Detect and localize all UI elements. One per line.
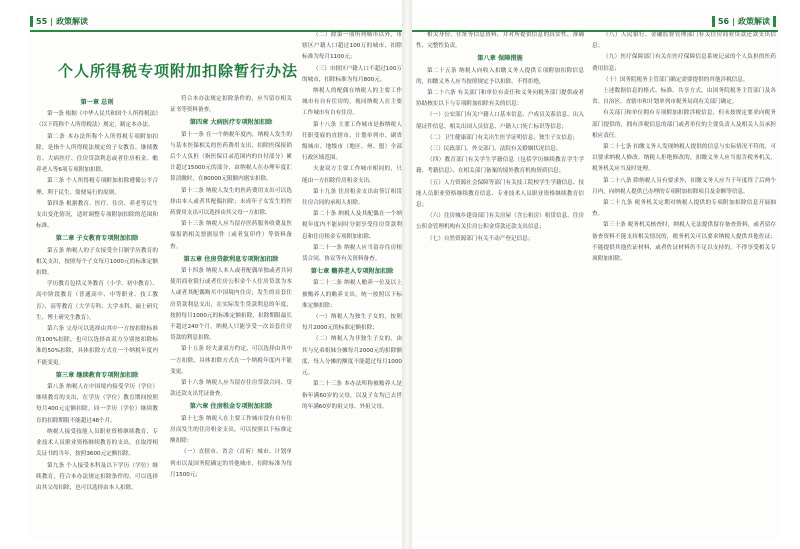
body-paragraph: （三）民政部门、外交部门、法院有关婚姻状况信息； xyxy=(427,146,562,153)
chapter-heading: 第二章 子女教育专项附加扣除 xyxy=(55,235,139,243)
body-paragraph: （一）纳税人为独生子女的，按照每月2000元的标准定额扣除； xyxy=(302,314,402,332)
body-paragraph: 第八条 纳税人在中国境内接受学历（学位）继续教育的支出，在学历（学位）教育期间按照每月400元定额扣除。同一学历（学位）继续教育的扣除期限不能超过48个月。 xyxy=(36,384,158,424)
chapter-heading: 第五章 住房贷款利息专项附加扣除 xyxy=(183,255,279,263)
body-paragraph: 第五条 纳税人的子女接受全日制学历教育的相关支出，按照每个子女每月1000元的标准定额扣除。 xyxy=(36,247,158,277)
body-paragraph: 第十九条 住房租金支出由签订租赁住房合同的承租人扣除。 xyxy=(302,188,402,207)
page-header-left xyxy=(30,14,88,28)
text-column-5 xyxy=(592,30,776,540)
body-paragraph: （十）国务院税务主管部门确定需要提供的其他涉税信息。 xyxy=(603,76,749,83)
body-paragraph: 第二十七条 扣缴义务人发现纳税人提供的信息与实际情况不符的，可以要求纳税人修改。纳税人拒绝修改的，扣缴义务人应当报告税务机关，税务机关应当及时处理。 xyxy=(592,144,776,173)
header-bar-icon xyxy=(773,16,776,27)
body-paragraph: 第三条 个人所得税专项附加扣除遵循公平合理、利于民生、简便易行的原则。 xyxy=(36,178,158,196)
body-paragraph: 第十三条 纳税人应当留存医药服务收费及医保报销相关票据原件（或者复印件）等资料备查。 xyxy=(170,221,292,250)
body-paragraph: 第二十二条 纳税人赡养一位及以上被赡养人的赡养支出，统一按照以下标准定额扣除： xyxy=(302,280,402,309)
body-paragraph: （六）住房城乡建设部门有关房屋（含公租房）租赁信息、住房公积金管理机构有关住房公积金贷款还款支出信息； xyxy=(416,213,584,231)
page-number: 56 xyxy=(717,16,730,26)
body-paragraph: 第十六条 纳税人应当留存住房贷款合同、贷款还款支出凭证备查。 xyxy=(170,380,292,398)
chapter-heading: 第七章 赡养老人专项附加扣除 xyxy=(310,268,394,276)
body-paragraph: 夫妻双方主要工作城市相同的，只能由一方扣除住房租金支出。 xyxy=(302,166,402,184)
body-paragraph: 第十二条 纳税人发生的医药费用支出可以选择由本人或者其配偶扣除；未成年子女发生的医药费用支出可以选择由其父母一方扣除。 xyxy=(170,187,292,217)
body-paragraph: 第一条 根据《中华人民共和国个人所得税法》（以下简称个人所得税法）规定，制定本办法。 xyxy=(36,111,158,129)
header-separator-icon: | xyxy=(732,16,735,26)
text-column-1 xyxy=(36,96,158,528)
body-paragraph: （一）公安部门有关户籍人口基本信息、户成员关系信息、出入境证件信息、相关出国人员信息、户籍人口死亡标识等信息； xyxy=(416,112,584,130)
body-paragraph: 第六条 父母可以选择由其中一方按扣除标准的100%扣除，也可以选择由双方分别按扣除标准的50%扣除，具体扣除方式在一个纳税年度内不能变更。 xyxy=(36,326,158,366)
body-paragraph: （三）市辖区户籍人口不超过100万的城市，扣除标准为每月800元。 xyxy=(302,65,402,83)
binding-gutter xyxy=(402,0,412,549)
page-number: 55 xyxy=(36,16,48,26)
text-column-4 xyxy=(416,30,584,540)
body-paragraph: （五）人力资源社会保障等部门有关技工院校学生学籍信息、技能人员职业资格继续教育信息、专业技术人员职业资格继续教育信息； xyxy=(416,179,584,209)
body-paragraph: 有关部门和单位拥有专项附加扣除涉税信息，但未按规定要求向税务部门提供的，拥有涉税信息的部门或者单位的主要负责人及相关人员承担相应责任。 xyxy=(592,110,776,139)
body-paragraph: （二）除第一项所列城市以外，市辖区户籍人口超过100万的城市，扣除标准为每月1100元； xyxy=(302,32,402,61)
chapter-heading: 第八章 保障措施 xyxy=(477,55,523,63)
body-paragraph: （一）直辖市、省会（首府）城市、计划单列市以及国务院确定的其他城市，扣除标准为每月1500元； xyxy=(170,449,292,478)
body-paragraph: （二）纳税人为非独生子女的，由其与兄弟姐妹分摊每月2000元的扣除额度，每人分摊的额度不能超过每月1000元。 xyxy=(302,336,402,377)
body-paragraph: 第十七条 纳税人在主要工作城市没有自有住房而发生的住房租金支出，可以按照以下标准定额扣除： xyxy=(170,415,292,445)
body-paragraph: 纳税人接受技能人员职业资格继续教育、专业技术人员职业资格继续教育的支出，在取得相关证书的当年，按照3600元定额扣除。 xyxy=(36,428,158,458)
body-paragraph: 第九条 个人接受本科及以下学历（学位）继续教育，符合本办法规定扣除条件的，可以选择由其父母扣除，也可以选择由本人扣除。 xyxy=(36,462,158,491)
body-paragraph: 第二十五条 纳税人向收入扣缴义务人提供专项附加扣除信息的，扣缴义务人应当按照规定予以扣除，不得拒绝。 xyxy=(416,67,584,85)
body-paragraph: 第二十一条 纳税人应当留存住房租赁合同、协议等有关资料备查。 xyxy=(302,244,402,263)
body-paragraph: 第二十六条 有关部门和单位有责任和义务向税务部门提供或者协助核实以下与专项附加扣除有关的信息： xyxy=(416,90,584,108)
body-paragraph: 上述数据信息的格式、标准、共享方式，由国务院税务主管部门及各省、自治区、直辖市和计划单列市税务局商有关部门确定。 xyxy=(592,88,776,106)
body-paragraph: 第四条 根据教育、医疗、住房、养老等民生支出变化情况，适时调整专项附加扣除的范围和标准。 xyxy=(36,200,158,230)
header-bar-icon xyxy=(712,16,715,27)
chapter-heading: 第六章 住房租金专项附加扣除 xyxy=(189,403,273,411)
body-paragraph: 第二十九条 税务机关定期对纳税人提供的专项附加扣除信息开展抽查。 xyxy=(592,200,776,218)
body-paragraph: （九）医疗保障部门有关在医疗保障信息系统记录的个人负担的医药费用信息； xyxy=(592,54,776,72)
chapter-heading: 第三章 继续教育专项附加扣除 xyxy=(55,371,139,379)
body-paragraph: （七）自然资源部门有关不动产登记信息； xyxy=(427,235,534,242)
header-bar-icon xyxy=(30,16,33,27)
body-paragraph: 学历教育包括义务教育（小学、初中教育）、高中阶段教育（普通高中、中等职业、技工教育）、高等教育（大学专科、大学本科、硕士研究生、博士研究生教育）。 xyxy=(36,281,158,321)
body-paragraph: 相关身份、住址等信息资料，并对所提供信息的真实性、准确性、完整性负责。 xyxy=(416,32,584,50)
left-page xyxy=(30,8,402,541)
body-paragraph: （八）人民银行、金融监督管理部门有关住房商业贷款还款支出信息； xyxy=(592,32,776,50)
right-page xyxy=(412,8,778,541)
body-paragraph: 第十一条 在一个纳税年度内，纳税人发生的与基本医保相关的医药费用支出，扣除医保报销后个人负担（指医保目录范围内的自付部分）累计超过15000元的部分，由纳税人在办理年度汇算清缴时，在80000元限额内据实扣除。 xyxy=(170,131,292,183)
body-paragraph: 第三十条 税务机关核查时，纳税人无法提供留存备查资料，或者留存备查资料不能支持相关情况的，税务机关可以要求纳税人提供其他佐证；不能提供其他佐证材料，或者佐证材料仍不足以支持的，不得享受相关专项附加扣除。 xyxy=(592,222,776,263)
body-paragraph: 第二条 本办法所称个人所得税专项附加扣除，是指个人所得税法规定的子女教育、继续教育、大病医疗、住房贷款利息或者住房租金、赡养老人等6项专项附加扣除。 xyxy=(36,133,158,174)
body-paragraph: 第二十八条 除纳税人另有要求外，扣缴义务人应当于年度终了后两个月内，向纳税人提供已办理的专项附加扣除项目及金额等信息。 xyxy=(592,177,776,195)
body-paragraph: 第二十三条 本办法所称被赡养人是指年满60岁的父母，以及子女均已去世的年满60岁的祖父母、外祖父母。 xyxy=(302,381,402,410)
chapter-heading: 第四章 大病医疗专项附加扣除 xyxy=(189,119,273,127)
text-column-3 xyxy=(302,30,402,540)
body-paragraph: 第十四条 纳税人本人或者配偶单独或者共同使用商业银行或者住房公积金个人住房贷款为本人或者其配偶购买中国境内住房，发生的首套住房贷款利息支出，在实际发生贷款利息的年度，按照每月1000元的标准定额扣除，扣除期限最长不超过240个月。纳税人只能享受一次首套住房贷款的利息扣除。 xyxy=(170,268,292,342)
body-paragraph: 纳税人的配偶在纳税人的主要工作城市有自有住房的，视同纳税人在主要工作城市有自有住房。 xyxy=(302,88,402,117)
header-separator-icon: | xyxy=(50,16,54,26)
text-column-2 xyxy=(170,94,292,534)
page-header-right xyxy=(712,14,776,28)
body-paragraph: （四）教育部门有关学生学籍信息（包括学历继续教育学生学籍、考籍信息）、在相关部门备案的境外教育机构资质信息； xyxy=(416,157,584,175)
body-paragraph: 第十八条 主要工作城市是指纳税人任职受雇的直辖市、计划单列市、副省级城市、地级市（地区、州、盟）全部行政区域范围。 xyxy=(302,121,402,162)
section-label: 政策解读 xyxy=(738,16,770,26)
section-label: 政策解读 xyxy=(56,16,89,26)
chapter-heading: 第一章 总则 xyxy=(80,99,114,106)
body-paragraph: （二）卫生健康部门有关出生医学证明信息、独生子女信息； xyxy=(427,134,579,141)
article-title: 个人所得税专项附加扣除暂行办法 xyxy=(58,62,299,80)
body-paragraph: 第十五条 经夫妻双方约定，可以选择由其中一方扣除，具体扣除方式在一个纳税年度内不能变更。 xyxy=(170,346,292,375)
body-paragraph: 第二十条 纳税人及其配偶在一个纳税年度内不能同时分别享受住房贷款利息和住房租金专项附加扣除。 xyxy=(302,211,402,240)
body-paragraph: 符合本办法规定扣除条件的，应当留存相关证书等资料备查。 xyxy=(170,96,292,114)
